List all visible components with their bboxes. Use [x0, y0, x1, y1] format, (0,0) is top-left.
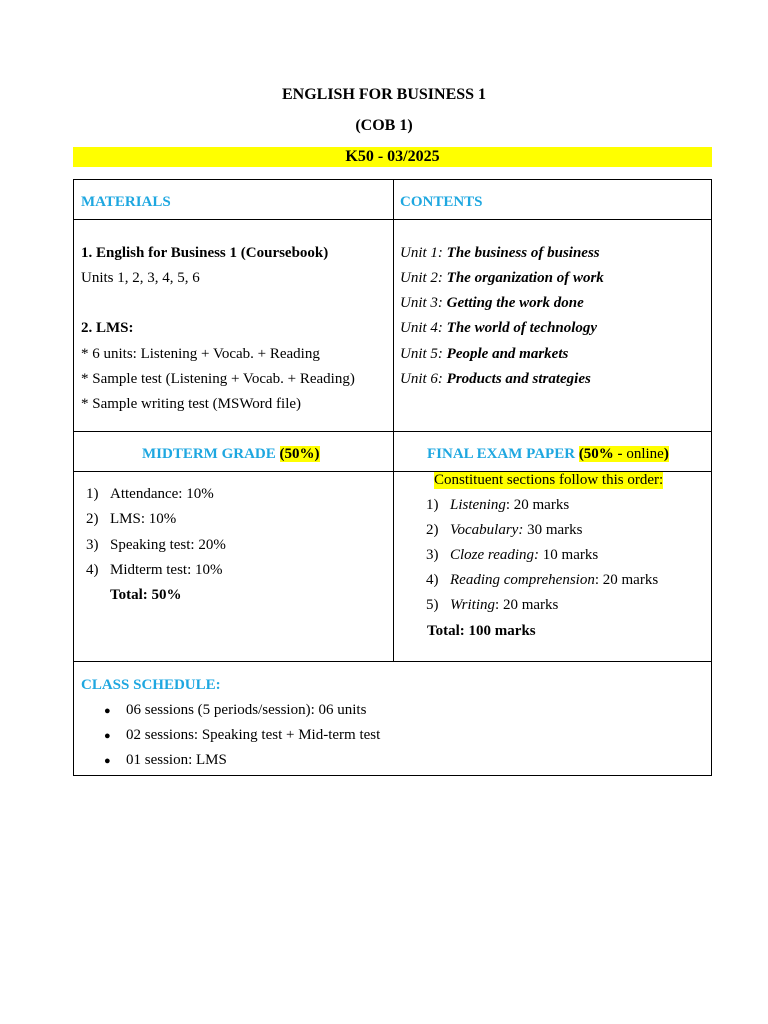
final-note: Constituent sections follow this order: [434, 472, 664, 488]
midterm-item: 4) Midterm test: 10% [86, 562, 223, 578]
final-item: 4) Reading comprehension: 20 marks [426, 572, 659, 588]
document-title: ENGLISH FOR BUSINESS 1 [281, 86, 487, 103]
content-unit: Unit 2: The organization of work [400, 270, 604, 286]
bullet-icon: ● [104, 704, 111, 717]
column-divider [393, 180, 394, 661]
lms-item: * Sample test (Listening + Vocab. + Reading) [81, 371, 355, 387]
content-unit: Unit 5: People and markets [400, 346, 569, 362]
midterm-total: Total: 50% [110, 587, 182, 603]
schedule-item: ● 01 session: LMS [104, 752, 227, 768]
final-item: 1) Listening: 20 marks [426, 497, 570, 513]
lms-item: * 6 units: Listening + Vocab. + Reading [81, 346, 320, 362]
materials-heading: MATERIALS [81, 194, 171, 210]
schedule-item: ● 06 sessions (5 periods/session): 06 units [104, 702, 367, 718]
final-item: 5) Writing: 20 marks [426, 597, 559, 613]
midterm-item: 1) Attendance: 10% [86, 486, 214, 502]
coursebook-units: Units 1, 2, 3, 4, 5, 6 [81, 270, 200, 286]
syllabus-table [73, 179, 712, 776]
row-divider [74, 661, 711, 662]
bullet-icon: ● [104, 754, 111, 767]
lms-title: 2. LMS: [81, 320, 134, 336]
content-unit: Unit 6: Products and strategies [400, 371, 591, 387]
final-item: 2) Vocabulary: 30 marks [426, 522, 583, 538]
midterm-heading: MIDTERM GRADE (50%) [142, 446, 320, 462]
content-unit: Unit 1: The business of business [400, 245, 600, 261]
final-item: 3) Cloze reading: 10 marks [426, 547, 599, 563]
coursebook-title: 1. English for Business 1 (Coursebook) [81, 245, 329, 261]
final-total: Total: 100 marks [427, 623, 536, 639]
final-heading: FINAL EXAM PAPER (50% - online) [427, 446, 669, 462]
bullet-icon: ● [104, 729, 111, 742]
cohort-banner: K50 - 03/2025 [73, 147, 712, 167]
midterm-item: 3) Speaking test: 20% [86, 537, 226, 553]
contents-heading: CONTENTS [400, 194, 483, 210]
schedule-item: ● 02 sessions: Speaking test + Mid-term test [104, 727, 381, 743]
course-code: (COB 1) [355, 117, 413, 134]
lms-item: * Sample writing test (MSWord file) [81, 396, 302, 412]
schedule-heading: CLASS SCHEDULE: [81, 677, 221, 693]
content-unit: Unit 4: The world of technology [400, 320, 598, 336]
midterm-item: 2) LMS: 10% [86, 511, 177, 527]
content-unit: Unit 3: Getting the work done [400, 295, 584, 311]
